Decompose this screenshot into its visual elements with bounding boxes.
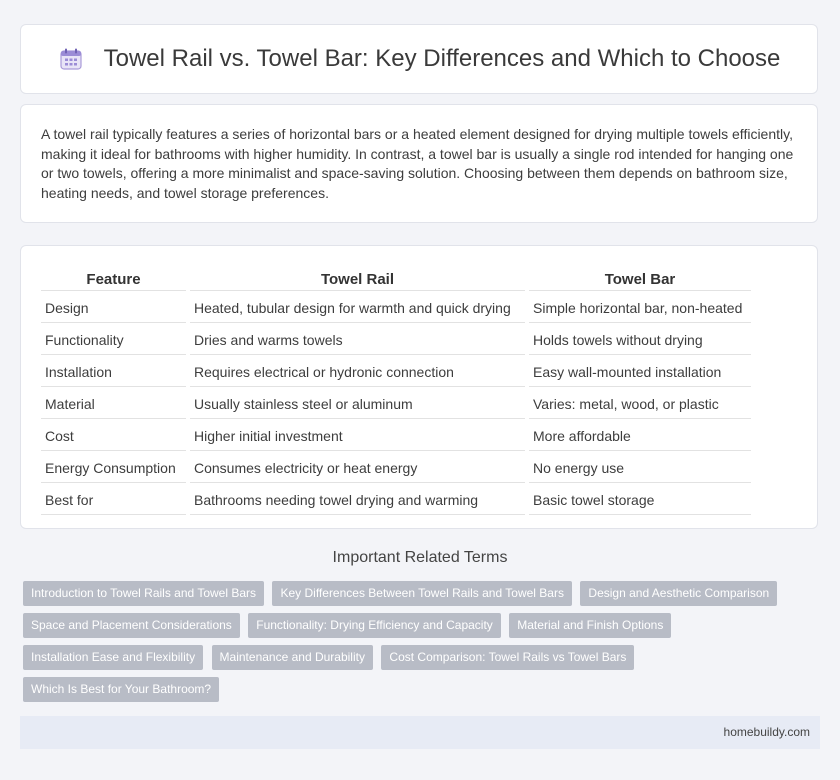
related-terms-list [23,581,823,709]
feature-cell: Installation [41,357,186,387]
header-feature: Feature [41,268,186,291]
feature-cell: Material [41,389,186,419]
towel-rail-cell: Consumes electricity or heat energy [190,453,525,483]
header-towel-rail: Towel Rail [190,268,525,291]
calendar-icon [58,46,84,72]
footer-site-link[interactable]: homebuildy.com [723,725,810,739]
related-term-tag[interactable]: Cost Comparison: Towel Rails vs Towel Bars [381,645,634,670]
related-terms-title: Important Related Terms [332,549,508,566]
related-term-tag[interactable]: Design and Aesthetic Comparison [580,581,777,606]
footer [20,716,820,749]
towel-bar-cell: Easy wall-mounted installation [529,357,751,387]
table-row [41,293,751,323]
related-term-tag[interactable]: Key Differences Between Towel Rails and Towel Bars [272,581,571,606]
towel-rail-cell: Bathrooms needing towel drying and warming [190,485,525,515]
page-title-text: Towel Rail vs. Towel Bar: Key Differences and Which to Choose [103,45,781,72]
comparison-table [37,266,755,517]
towel-rail-cell: Usually stainless steel or aluminum [190,389,525,419]
towel-rail-cell: Heated, tubular design for warmth and quick drying [190,293,525,323]
related-term-tag[interactable]: Which Is Best for Your Bathroom? [23,677,219,702]
intro-paragraph: A towel rail typically features a series of horizontal bars or a heated element designed for drying multiple towels efficiently, making it ideal for bathrooms with higher humidity. In contrast, a towel bar is usually a single rod intended for hanging one or two towels, offering a more minimalist and space-saving solution. Choosing between them depends on bathroom size, heating needs, and towel storage preferences. [41,126,794,201]
table-row [41,325,751,355]
towel-rail-cell: Requires electrical or hydronic connection [190,357,525,387]
table-row [41,421,751,451]
table-row [41,389,751,419]
page-title [58,45,781,73]
comparison-card [20,245,818,529]
feature-cell: Energy Consumption [41,453,186,483]
towel-bar-cell: Simple horizontal bar, non-heated [529,293,751,323]
related-term-tag[interactable]: Installation Ease and Flexibility [23,645,203,670]
feature-cell: Functionality [41,325,186,355]
intro-card [20,104,818,223]
related-term-tag[interactable]: Material and Finish Options [509,613,671,638]
related-term-tag[interactable]: Functionality: Drying Efficiency and Capacity [248,613,501,638]
towel-bar-cell: More affordable [529,421,751,451]
towel-bar-cell: Holds towels without drying [529,325,751,355]
towel-bar-cell: Basic towel storage [529,485,751,515]
towel-rail-cell: Dries and warms towels [190,325,525,355]
related-term-tag[interactable]: Introduction to Towel Rails and Towel Bars [23,581,264,606]
towel-bar-cell: Varies: metal, wood, or plastic [529,389,751,419]
table-row [41,453,751,483]
table-row [41,357,751,387]
feature-cell: Best for [41,485,186,515]
table-row [41,485,751,515]
table-header-row [41,268,751,291]
related-term-tag[interactable]: Space and Placement Considerations [23,613,240,638]
towel-bar-cell: No energy use [529,453,751,483]
related-term-tag[interactable]: Maintenance and Durability [212,645,373,670]
title-card [20,24,818,94]
header-towel-bar: Towel Bar [529,268,751,291]
towel-rail-cell: Higher initial investment [190,421,525,451]
feature-cell: Cost [41,421,186,451]
feature-cell: Design [41,293,186,323]
